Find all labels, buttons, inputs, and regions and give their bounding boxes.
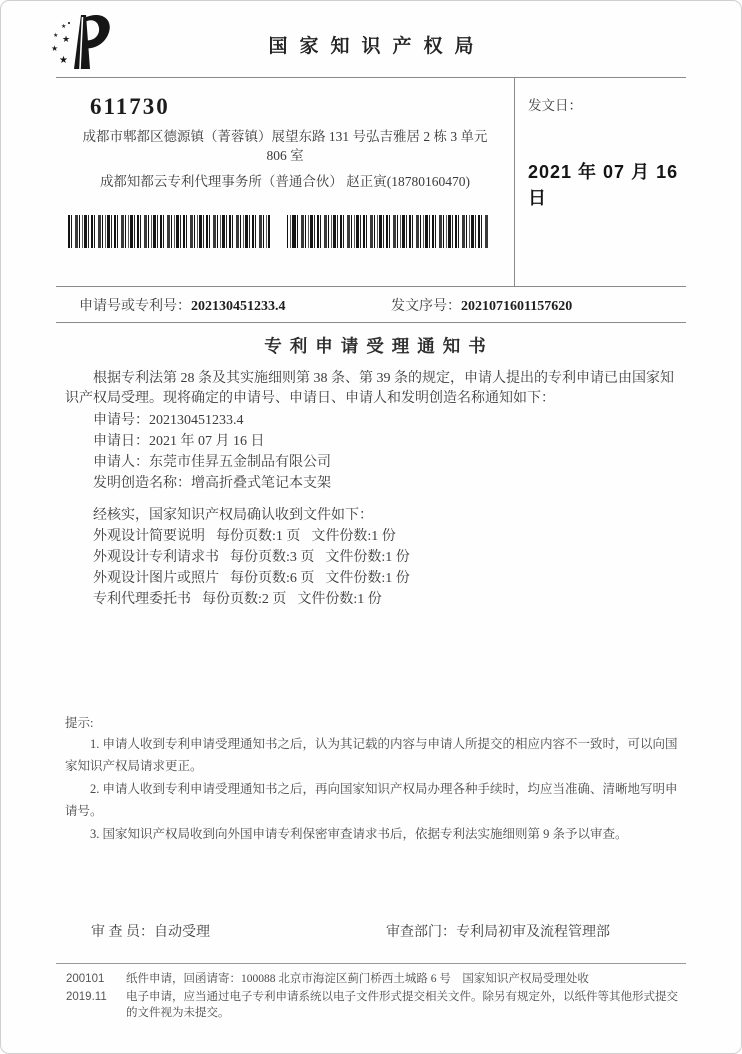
doc-name: 专利代理委托书 [93,591,191,607]
tip-item-3: 3. 国家知识产权局收到向外国申请专利保密审查请求书后，依据专利法实施细则第 9 条予以审查。 [90,826,628,841]
department-label: 审查部门： [386,925,456,940]
field-application-date [65,431,685,452]
doc-pages: 每份页数:2 页 [202,591,287,607]
svg-text:★: ★ [53,33,59,39]
department-value: 专利局初审及流程管理部 [456,925,610,940]
postal-code: 611730 [90,94,170,119]
agency-title: 国家知识产权局 [268,36,486,57]
barcode-right [286,215,488,248]
doc-name: 外观设计简要说明 [93,528,205,544]
examiner-label: 审 查 员： [91,925,154,940]
dispatch-date-box [514,78,686,286]
field-applicant [65,452,685,473]
footer-text-2: 电子申请，应当通过电子专利申请系统以电子文件形式提交相关文件。除另有规定外，以纸件等其他形式提交的文件视为未提交。 [126,990,678,1019]
notice-intro: 根据专利法第 28 条及其实施细则第 38 条、第 39 条的规定，申请人提出的专利申请已由国家知识产权局受理。现将确定的申请号、申请日、申请人和发明创造名称通知如下： [65,370,674,406]
received-item [65,568,685,589]
examiner [91,923,386,944]
field-value: 202130451233.4 [149,412,244,428]
serial-number-label: 发文序号： [391,299,461,314]
doc-pages: 每份页数:6 页 [230,570,315,586]
svg-text:★: ★ [59,55,68,66]
application-number-label: 申请号或专利号： [79,299,191,314]
barcode-left [68,215,270,248]
examining-department [386,923,610,944]
received-item [65,589,685,610]
doc-copies: 文件份数:1 份 [311,528,396,544]
dispatch-date-value: 2021 年 07 月 16 日 [528,162,679,208]
doc-name: 外观设计专利请求书 [93,549,219,565]
notice-body [65,336,685,944]
application-number-value: 202130451233.4 [191,299,286,314]
examiner-value: 自动受理 [154,925,210,940]
field-label: 申请日： [93,433,149,449]
received-header: 经核实，国家知识产权局确认收到文件如下： [93,507,373,523]
svg-text:★: ★ [61,24,67,30]
serial-number [391,295,572,315]
tip-item-1: 1. 申请人收到专利申请受理通知书之后，认为其记载的内容与申请人所提交的相应内容不一致时，可以向国家知识产权局请求更正。 [65,736,678,773]
recipient-address-line1: 成都市郫都区德源镇（菁蓉镇）展望东路 131 号弘吉雅居 2 栋 3 单元 [82,129,488,144]
received-documents [65,505,685,610]
footer-text-1: 纸件申请，回函请寄：100088 北京市海淀区蓟门桥西土城路 6 号 国家知识产权局受理处收 [126,973,589,985]
received-item [65,526,685,547]
doc-pages: 每份页数:1 页 [216,528,301,544]
doc-pages: 每份页数:3 页 [230,549,315,565]
document-footer [56,963,686,1022]
field-application-number [65,410,685,431]
cnipa-logo-icon [49,11,117,73]
received-item [65,547,685,568]
field-value: 增高折叠式笔记本支架 [191,475,331,491]
footer-code-1: 200101 [66,973,105,985]
serial-number-value: 2021071601157620 [461,299,573,314]
numbers-row [56,287,686,323]
tips-section [65,713,685,846]
doc-copies: 文件份数:1 份 [297,591,382,607]
svg-text:★: ★ [51,44,59,53]
recipient-address-line2: 806 室 [266,148,304,163]
footer-code-2: 2019.11 [66,990,107,1003]
field-invention-name [65,473,685,494]
application-number [79,295,391,315]
field-label: 申请人： [93,454,149,470]
field-label: 申请号： [93,412,149,428]
tips-label: 提示: [65,715,94,730]
doc-copies: 文件份数:1 份 [325,549,410,565]
dispatch-date-label: 发文日： [528,98,582,113]
agent-line: 成都知都云专利代理事务所（普通合伙） 赵正寅(18780160470) [99,174,471,189]
tip-item-2: 2. 申请人收到专利申请受理通知书之后，再向国家知识产权局办理各种手续时，均应当准确、清晰地写明申请号。 [65,781,678,818]
field-value: 东莞市佳昇五金制品有限公司 [149,454,331,470]
field-label: 发明创造名称： [93,475,191,491]
svg-text:★: ★ [62,34,71,44]
barcode-row [68,215,514,248]
signoff-row [65,923,685,944]
doc-name: 外观设计图片或照片 [93,570,219,586]
document-header [51,1,686,78]
notice-title: 专利申请受理通知书 [264,336,494,356]
recipient-block [56,78,514,286]
recipient-dispatch-band [56,78,686,287]
doc-copies: 文件份数:1 份 [325,570,410,586]
field-value: 2021 年 07 月 16 日 [149,433,265,449]
